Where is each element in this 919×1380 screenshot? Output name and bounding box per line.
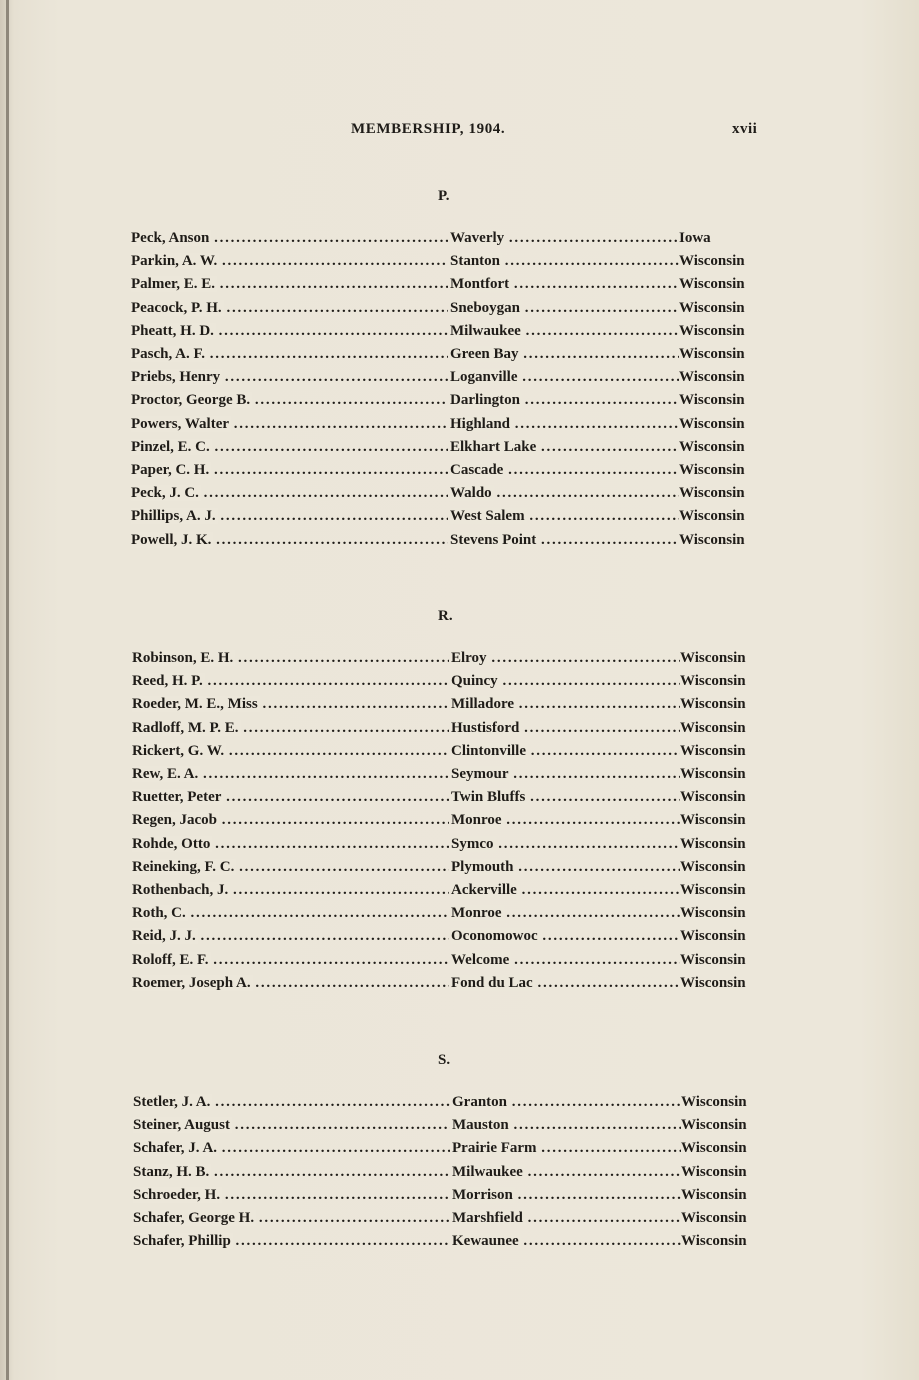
member-name-text: Rothenbach, J. bbox=[132, 882, 229, 898]
member-name bbox=[131, 276, 448, 293]
member-state: Wisconsin bbox=[680, 858, 746, 875]
section-letter: S. bbox=[438, 1052, 451, 1068]
member-name bbox=[131, 416, 448, 433]
member-name bbox=[133, 1233, 450, 1250]
member-town-text: Monroe bbox=[451, 812, 502, 829]
member-row bbox=[131, 276, 781, 299]
section-letter: R. bbox=[438, 608, 453, 624]
member-town bbox=[450, 300, 679, 317]
member-row bbox=[131, 346, 781, 369]
member-row bbox=[131, 416, 781, 439]
member-row bbox=[133, 1117, 783, 1140]
member-name bbox=[133, 1164, 450, 1181]
member-row bbox=[132, 952, 782, 975]
member-state: Wisconsin bbox=[679, 508, 745, 525]
member-row bbox=[131, 230, 781, 253]
member-state: Wisconsin bbox=[679, 531, 745, 548]
member-state: Wisconsin bbox=[680, 719, 746, 736]
member-name-text: Reineking, F. C. bbox=[132, 858, 235, 875]
member-name-text: Pasch, A. F. bbox=[131, 346, 206, 362]
member-town bbox=[452, 1117, 681, 1134]
member-town-text: Loganville bbox=[450, 369, 518, 386]
member-name-text: Powell, J. K. bbox=[131, 531, 212, 548]
member-state: Wisconsin bbox=[680, 882, 746, 898]
member-state: Wisconsin bbox=[679, 369, 745, 386]
member-town bbox=[452, 1233, 681, 1250]
member-town-text: Welcome bbox=[451, 951, 510, 968]
member-state: Wisconsin bbox=[680, 974, 746, 991]
member-row bbox=[133, 1210, 783, 1233]
member-town bbox=[450, 253, 679, 270]
member-row bbox=[133, 1140, 783, 1163]
member-row bbox=[131, 485, 781, 508]
member-state: Wisconsin bbox=[680, 951, 746, 968]
member-town-text: Kewaunee bbox=[452, 1233, 519, 1250]
member-name bbox=[131, 323, 448, 340]
member-name-text: Pheatt, H. D. bbox=[131, 322, 214, 339]
member-state: Wisconsin bbox=[680, 835, 746, 852]
member-state: Wisconsin bbox=[681, 1186, 747, 1203]
section-letter: P. bbox=[438, 188, 450, 204]
member-name bbox=[132, 836, 449, 853]
member-state: Wisconsin bbox=[680, 812, 746, 829]
member-row bbox=[133, 1233, 783, 1256]
member-state: Wisconsin bbox=[680, 928, 746, 945]
member-town bbox=[451, 673, 680, 690]
member-row bbox=[131, 462, 781, 485]
member-name bbox=[132, 859, 449, 876]
member-row bbox=[132, 975, 782, 998]
member-name bbox=[132, 720, 449, 737]
member-town-text: Oconomowoc bbox=[451, 928, 538, 945]
member-name-text: Schroeder, H. bbox=[133, 1186, 221, 1203]
member-name-text: Radloff, M. P. E. bbox=[132, 719, 239, 736]
member-state: Wisconsin bbox=[679, 392, 745, 409]
member-name-text: Proctor, George B. bbox=[131, 392, 251, 409]
member-name-text: Paper, C. H. bbox=[131, 462, 210, 478]
member-name-text: Peacock, P. H. bbox=[131, 299, 222, 316]
member-state: Wisconsin bbox=[680, 650, 746, 666]
member-town-text: Milwaukee bbox=[450, 322, 521, 339]
member-row bbox=[131, 392, 781, 415]
member-name bbox=[131, 253, 448, 270]
member-state: Iowa bbox=[679, 230, 711, 246]
member-state: Wisconsin bbox=[681, 1140, 747, 1157]
member-name-text: Regen, Jacob bbox=[132, 812, 217, 829]
member-row bbox=[132, 673, 782, 696]
member-town bbox=[451, 766, 680, 783]
member-row bbox=[132, 905, 782, 928]
member-town-text: Clintonville bbox=[451, 742, 527, 759]
member-town bbox=[450, 392, 679, 409]
member-name bbox=[131, 508, 448, 525]
member-name-text: Reid, J. J. bbox=[132, 928, 196, 945]
member-state: Wisconsin bbox=[679, 438, 745, 455]
member-name-text: Roemer, Joseph A. bbox=[132, 974, 251, 991]
member-town-text: Twin Bluffs bbox=[451, 789, 526, 806]
member-name bbox=[133, 1187, 450, 1204]
member-town bbox=[451, 743, 680, 760]
member-town bbox=[451, 859, 680, 876]
member-name-text: Reed, H. P. bbox=[132, 673, 203, 690]
member-name bbox=[133, 1140, 450, 1157]
member-row bbox=[131, 439, 781, 462]
member-town bbox=[451, 836, 680, 853]
member-state: Wisconsin bbox=[681, 1094, 747, 1110]
member-name bbox=[132, 952, 449, 969]
member-name bbox=[132, 650, 449, 667]
member-name-text: Roloff, E. F. bbox=[132, 951, 209, 968]
member-town bbox=[451, 928, 680, 945]
member-town bbox=[450, 276, 679, 293]
member-name bbox=[132, 812, 449, 829]
member-name-text: Stetler, J. A. bbox=[133, 1094, 211, 1110]
member-town-text: Prairie Farm bbox=[452, 1140, 537, 1157]
member-row bbox=[131, 532, 781, 555]
member-name-text: Priebs, Henry bbox=[131, 369, 221, 386]
member-state: Wisconsin bbox=[679, 462, 745, 478]
member-name bbox=[131, 346, 448, 363]
member-row bbox=[132, 696, 782, 719]
member-name-text: Stanz, H. B. bbox=[133, 1163, 210, 1180]
member-town bbox=[450, 416, 679, 433]
member-name bbox=[132, 882, 449, 899]
member-name-text: Robinson, E. H. bbox=[132, 650, 234, 666]
running-title: MEMBERSHIP, 1904. bbox=[351, 121, 506, 137]
member-town-text: Waverly bbox=[450, 230, 505, 246]
member-row bbox=[132, 743, 782, 766]
member-name-text: Parkin, A. W. bbox=[131, 253, 218, 270]
member-town-text: Fond du Lac bbox=[451, 974, 533, 991]
member-town bbox=[450, 462, 679, 479]
member-state: Wisconsin bbox=[679, 299, 745, 316]
member-name bbox=[132, 743, 449, 760]
member-row bbox=[132, 882, 782, 905]
member-name bbox=[133, 1117, 450, 1134]
member-state: Wisconsin bbox=[680, 766, 746, 782]
member-name bbox=[132, 905, 449, 922]
member-town bbox=[452, 1094, 681, 1111]
member-row bbox=[131, 369, 781, 392]
member-town-text: Milladore bbox=[451, 696, 515, 713]
member-state: Wisconsin bbox=[679, 415, 745, 432]
member-name-text: Schafer, Phillip bbox=[133, 1233, 231, 1250]
member-name bbox=[131, 462, 448, 479]
member-town bbox=[452, 1164, 681, 1181]
member-town bbox=[451, 696, 680, 713]
member-row bbox=[132, 859, 782, 882]
member-state: Wisconsin bbox=[679, 322, 745, 339]
member-state: Wisconsin bbox=[680, 905, 746, 922]
member-name bbox=[132, 975, 449, 992]
member-town-text: Mauston bbox=[452, 1117, 509, 1134]
member-name-text: Roth, C. bbox=[132, 905, 186, 922]
member-row bbox=[133, 1187, 783, 1210]
member-name-text: Rew, E. A. bbox=[132, 766, 199, 782]
member-row bbox=[132, 766, 782, 789]
member-town bbox=[450, 532, 679, 549]
member-town bbox=[450, 230, 679, 247]
member-row bbox=[131, 253, 781, 276]
member-town bbox=[450, 485, 679, 502]
member-town bbox=[452, 1140, 681, 1157]
member-row bbox=[132, 836, 782, 859]
member-name-text: Schafer, George H. bbox=[133, 1210, 255, 1226]
member-town-text: Elkhart Lake bbox=[450, 438, 537, 455]
member-town-text: Milwaukee bbox=[452, 1163, 523, 1180]
member-town bbox=[451, 952, 680, 969]
member-town-text: Monroe bbox=[451, 905, 502, 922]
member-state: Wisconsin bbox=[680, 673, 746, 690]
member-name-text: Peck, J. C. bbox=[131, 485, 199, 502]
member-name bbox=[131, 532, 448, 549]
member-name-text: Steiner, August bbox=[133, 1117, 230, 1134]
member-town bbox=[452, 1187, 681, 1204]
member-row bbox=[132, 812, 782, 835]
member-name bbox=[132, 673, 449, 690]
member-town-text: Plymouth bbox=[451, 858, 514, 875]
member-name bbox=[131, 369, 448, 386]
member-name-text: Ruetter, Peter bbox=[132, 789, 222, 806]
member-name-text: Schafer, J. A. bbox=[133, 1140, 218, 1157]
member-town-text: Quincy bbox=[451, 673, 498, 690]
member-state: Wisconsin bbox=[679, 253, 745, 270]
member-name bbox=[131, 392, 448, 409]
member-town-text: Stevens Point bbox=[450, 531, 537, 548]
member-town bbox=[450, 508, 679, 525]
member-town-text: Cascade bbox=[450, 462, 504, 478]
member-row bbox=[131, 508, 781, 531]
member-name-text: Palmer, E. E. bbox=[131, 276, 216, 293]
member-state: Wisconsin bbox=[681, 1210, 747, 1226]
member-state: Wisconsin bbox=[680, 696, 746, 713]
member-state: Wisconsin bbox=[680, 789, 746, 806]
member-town-text: Montfort bbox=[450, 276, 510, 293]
member-town bbox=[450, 439, 679, 456]
page-number: xvii bbox=[732, 121, 758, 137]
member-name-text: Phillips, A. J. bbox=[131, 508, 216, 525]
member-name bbox=[133, 1210, 450, 1227]
member-row bbox=[132, 720, 782, 743]
member-town bbox=[451, 789, 680, 806]
member-town-text: Darlington bbox=[450, 392, 521, 409]
member-town-text: Granton bbox=[452, 1094, 508, 1110]
member-name bbox=[132, 928, 449, 945]
member-name bbox=[131, 230, 448, 247]
member-town-text: Marshfield bbox=[452, 1210, 523, 1226]
member-town-text: Seymour bbox=[451, 766, 509, 782]
member-town bbox=[451, 720, 680, 737]
member-town-text: Waldo bbox=[450, 485, 492, 502]
member-row bbox=[131, 323, 781, 346]
member-state: Wisconsin bbox=[679, 276, 745, 293]
member-name-text: Roeder, M. E., Miss bbox=[132, 696, 258, 713]
member-row bbox=[133, 1094, 783, 1117]
member-name-text: Peck, Anson bbox=[131, 230, 210, 246]
member-name bbox=[132, 696, 449, 713]
member-row bbox=[131, 300, 781, 323]
member-town-text: Symco bbox=[451, 835, 494, 852]
member-state: Wisconsin bbox=[681, 1233, 747, 1250]
member-town-text: Ackerville bbox=[451, 882, 517, 898]
member-town-text: Elroy bbox=[451, 650, 487, 666]
member-town bbox=[452, 1210, 681, 1227]
member-town-text: Highland bbox=[450, 415, 511, 432]
member-name bbox=[133, 1094, 450, 1111]
member-name-text: Pinzel, E. C. bbox=[131, 438, 210, 455]
member-town bbox=[451, 905, 680, 922]
member-town-text: Hustisford bbox=[451, 719, 520, 736]
member-town bbox=[450, 323, 679, 340]
member-state: Wisconsin bbox=[679, 485, 745, 502]
member-state: Wisconsin bbox=[681, 1163, 747, 1180]
member-row bbox=[132, 650, 782, 673]
member-row bbox=[133, 1164, 783, 1187]
member-town-text: Stanton bbox=[450, 253, 501, 270]
page-header bbox=[0, 121, 919, 145]
member-name bbox=[131, 300, 448, 317]
book-spine bbox=[6, 0, 9, 1380]
member-state: Wisconsin bbox=[679, 346, 745, 362]
member-name bbox=[131, 439, 448, 456]
member-town-text: Morrison bbox=[452, 1186, 513, 1203]
member-town bbox=[451, 812, 680, 829]
member-name-text: Rickert, G. W. bbox=[132, 742, 225, 759]
member-town-text: West Salem bbox=[450, 508, 525, 525]
member-town bbox=[451, 882, 680, 899]
member-town-text: Green Bay bbox=[450, 346, 519, 362]
member-row bbox=[132, 928, 782, 951]
member-town bbox=[450, 346, 679, 363]
member-name bbox=[132, 766, 449, 783]
member-name bbox=[131, 485, 448, 502]
member-town-text: Sneboygan bbox=[450, 299, 521, 316]
member-name-text: Rohde, Otto bbox=[132, 835, 211, 852]
member-row bbox=[132, 789, 782, 812]
member-town bbox=[451, 975, 680, 992]
member-state: Wisconsin bbox=[680, 742, 746, 759]
member-town bbox=[450, 369, 679, 386]
member-state: Wisconsin bbox=[681, 1117, 747, 1134]
member-name bbox=[132, 789, 449, 806]
member-name-text: Powers, Walter bbox=[131, 415, 230, 432]
member-town bbox=[451, 650, 680, 667]
